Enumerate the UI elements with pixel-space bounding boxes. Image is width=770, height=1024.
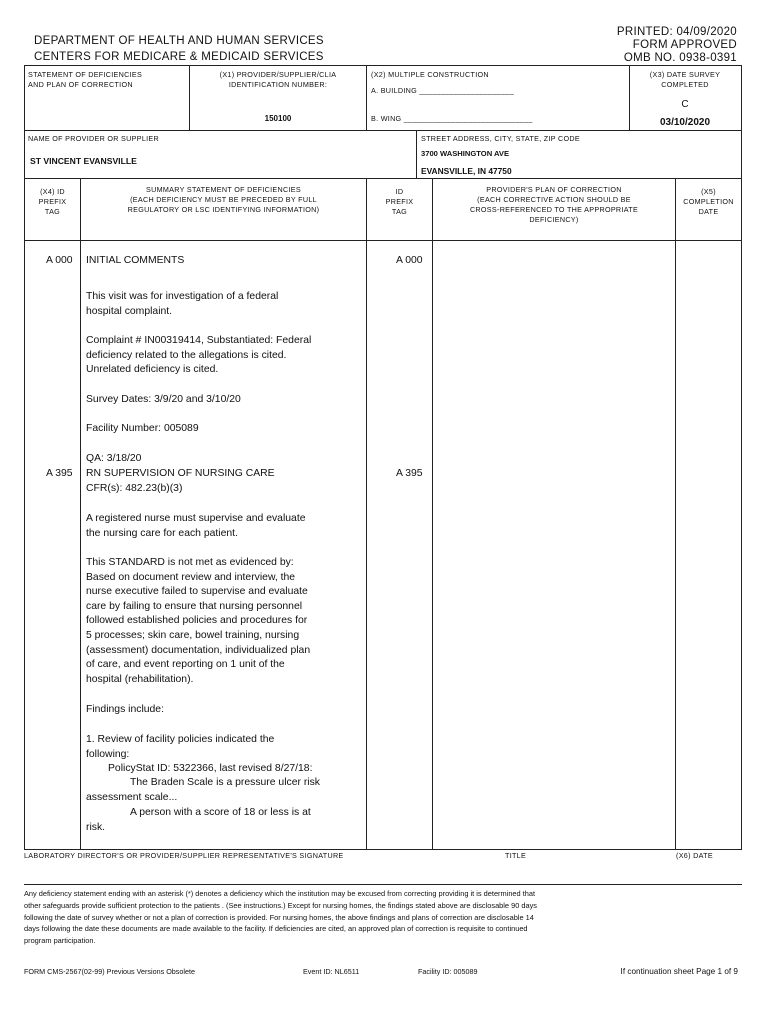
findings-include: Findings include:	[86, 704, 164, 715]
rule-left	[24, 65, 25, 850]
qa-date: QA: 3/18/20	[86, 453, 142, 464]
score-line: A person with a score of 18 or less is at	[130, 807, 311, 818]
col-x5-heading: (X5) COMPLETION DATE	[683, 187, 734, 216]
col-summary-heading: SUMMARY STATEMENT OF DEFICIENCIES (EACH DEFICIENCY MUST BE PRECEDED BY FULL REGULATORY OR LSC IDENTIFYING INFORMATION)	[127, 185, 320, 214]
rule-col-summary	[366, 178, 367, 850]
braden-line: The Braden Scale is a pressure ulcer risk	[130, 777, 320, 788]
facility-number: Facility Number: 005089	[86, 423, 199, 434]
complaint-text: Complaint # IN00319414, Substantiated: Federal deficiency related to the allegations is cited. Unrelated deficiency is cited.	[86, 335, 312, 376]
address-label: STREET ADDRESS, CITY, STATE, ZIP CODE	[421, 134, 581, 143]
rule-provider-bottom	[24, 178, 742, 179]
x2-building: A. BUILDING ______________________	[371, 86, 514, 95]
rule-col-x4	[80, 178, 81, 850]
tag-a000-right: A 000	[396, 255, 423, 266]
rule-boxes-bottom	[24, 130, 742, 131]
form-approved: FORM APPROVED	[632, 39, 737, 51]
address-line-2: EVANSVILLE, IN 47750	[421, 166, 512, 176]
rule-body-bottom	[24, 849, 742, 850]
x3-code: C	[681, 99, 689, 110]
rule-x1-left	[189, 65, 190, 130]
signature-label: LABORATORY DIRECTOR'S OR PROVIDER/SUPPLIER REPRESENTATIVE'S SIGNATURE	[24, 851, 344, 860]
agency-heading	[34, 33, 324, 65]
x1-value: 150100	[264, 114, 292, 123]
rule-col-id	[432, 178, 433, 850]
x3-date: 03/10/2020	[659, 117, 711, 128]
tag-a000: A 000	[46, 255, 73, 266]
col-x4-heading: (X4) ID PREFIX TAG	[38, 187, 67, 216]
x2-wing: B. WING ______________________________	[371, 114, 533, 123]
x1-label: (X1) PROVIDER/SUPPLIER/CLIA IDENTIFICATION NUMBER:	[219, 70, 337, 89]
print-info	[617, 26, 737, 65]
policystat-line: PolicyStat ID: 5322366, last revised 8/27/18:	[108, 763, 313, 774]
statement-label: STATEMENT OF DEFICIENCIES AND PLAN OF CORRECTION	[28, 70, 143, 89]
printed-date: PRINTED: 04/09/2020	[616, 26, 737, 38]
risk-line: risk.	[86, 822, 106, 833]
initial-comments-heading: INITIAL COMMENTS	[86, 255, 185, 266]
provider-name: ST VINCENT EVANSVILLE	[30, 156, 137, 166]
standard-not-met-text: This STANDARD is not met as evidenced by: Based on document review and interview, the nurse executive failed to supervise and evaluate care by failing to ensure that nursing personnel followed established policies and procedures for 5 processes; skin care, bowel training, nursing (assessment) documentation, individualized plan of care, and event reporting on 1 unit of the hospital (rehabilitation).	[86, 557, 311, 685]
x2-label: (X2) MULTIPLE CONSTRUCTION	[371, 70, 489, 79]
col-plan-heading: PROVIDER'S PLAN OF CORRECTION (EACH CORRECTIVE ACTION SHOULD BE CROSS-REFERENCED TO THE APPROPRIATE DEFICIENCY)	[469, 185, 639, 224]
rule-right	[741, 65, 742, 850]
investigation-text: This visit was for investigation of a federal hospital complaint.	[86, 291, 279, 317]
dept-line-2: CENTERS FOR MEDICARE & MEDICAID SERVICES	[34, 51, 324, 63]
survey-dates: Survey Dates: 3/9/20 and 3/10/20	[86, 394, 241, 405]
provider-label: NAME OF PROVIDER OR SUPPLIER	[28, 134, 160, 143]
rule-x3-left	[629, 65, 630, 130]
rule-signature-bottom	[24, 884, 742, 885]
assessment-line: assessment scale...	[86, 792, 178, 803]
disclaimer: Any deficiency statement ending with an asterisk (*) denotes a deficiency which the institution may be excused from correcting providing it is determined that other safeguards provide sufficient protection to the patients . (See instructions.) Except for nursing homes, the findings stated above are disclosable 90 days following the date of survey whether or not a plan of correction is provided. For nursing homes, the above findings and plans of correction are disclosable 14 days following the date these documents are made available to the facility. If deficiencies are cited, an approved plan of correction is requisite to continued program participation.	[24, 889, 537, 946]
tag-a395-right: A 395	[396, 468, 423, 479]
dept-line-1: DEPARTMENT OF HEALTH AND HUMAN SERVICES	[34, 35, 324, 47]
rn-supervision-heading: RN SUPERVISION OF NURSING CARE CFR(s): 482.23(b)(3)	[86, 468, 275, 494]
tag-a395: A 395	[46, 468, 73, 479]
col-id-heading: ID PREFIX TAG	[385, 187, 414, 216]
title-label: TITLE	[505, 851, 527, 860]
standard-requirement: A registered nurse must supervise and evaluate the nursing care for each patient.	[86, 513, 306, 539]
address-line-1: 3700 WASHINGTON AVE	[421, 149, 510, 158]
rule-colheads-bottom	[24, 240, 742, 241]
rule-col-plan	[675, 178, 676, 850]
page-number: If continuation sheet Page 1 of 9	[620, 967, 738, 976]
rule-address-left	[416, 130, 417, 178]
rule-x2-left	[366, 65, 367, 130]
omb-number: OMB NO. 0938-0391	[623, 52, 737, 64]
finding-1: 1. Review of facility policies indicated the following:	[86, 734, 275, 760]
x6-date-label: (X6) DATE	[676, 851, 713, 860]
form-number: FORM CMS-2567(02-99) Previous Versions Obsolete	[24, 967, 195, 976]
x3-label: (X3) DATE SURVEY COMPLETED	[649, 70, 721, 89]
event-id: Event ID: NL6511	[303, 967, 360, 976]
rule-top	[24, 65, 742, 66]
facility-id: Facility ID: 005089	[418, 967, 478, 976]
